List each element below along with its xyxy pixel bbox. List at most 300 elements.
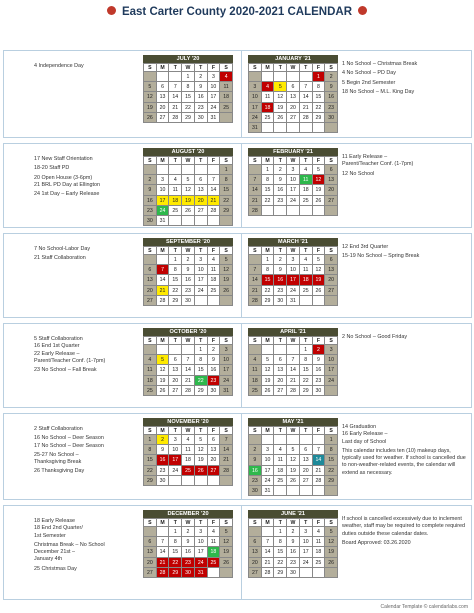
day-cell: 30 — [195, 113, 208, 123]
day-cell: 29 — [169, 296, 182, 306]
day-cell: 1 — [313, 72, 326, 82]
day-cell: 29 — [169, 568, 182, 578]
day-cell: 31 — [157, 216, 170, 226]
day-cell: 9 — [325, 82, 338, 92]
day-cell: 25 — [300, 196, 313, 206]
day-cell: 5 — [313, 165, 326, 175]
weekday-header: S — [144, 337, 157, 345]
month-title: MARCH '21 — [248, 238, 338, 246]
day-cell: 14 — [249, 185, 262, 195]
day-cell: 17 — [287, 185, 300, 195]
weekday-header: W — [182, 157, 195, 165]
day-cell: 8 — [325, 445, 338, 455]
day-cell — [144, 255, 157, 265]
event-note: 5 Begin 2nd Semester — [342, 79, 396, 86]
event-note: 18 Early Release 18 End 2nd Quarter/ 1st Semester — [34, 518, 83, 539]
day-cell: 28 — [300, 113, 313, 123]
day-cell: 23 — [182, 558, 195, 568]
day-cell: 21 — [300, 103, 313, 113]
day-cell: 4 — [220, 72, 233, 82]
day-cell: 29 — [300, 386, 313, 396]
day-cell: 10 — [195, 537, 208, 547]
day-cell: 15 — [262, 275, 275, 285]
weekday-header: F — [313, 427, 326, 435]
weekday-header: W — [182, 427, 195, 435]
weekday-header: T — [169, 519, 182, 527]
day-cell: 1 — [182, 72, 195, 82]
day-cell: 18 — [249, 376, 262, 386]
day-cell: 3 — [195, 255, 208, 265]
day-cell — [208, 476, 221, 486]
day-cell: 26 — [287, 476, 300, 486]
day-cell: 6 — [157, 82, 170, 92]
day-cell: 15 — [169, 275, 182, 285]
month-title: APRIL '21 — [248, 328, 338, 336]
month-calendar — [248, 148, 338, 216]
day-cell: 6 — [300, 445, 313, 455]
day-cell: 7 — [157, 537, 170, 547]
day-cell — [208, 296, 221, 306]
event-note: 18 No School – M.L. King Day — [342, 88, 415, 95]
weekday-header: T — [274, 519, 287, 527]
weekday-header: W — [182, 337, 195, 345]
day-cell: 3 — [249, 82, 262, 92]
weekday-header: S — [325, 157, 338, 165]
day-cell: 8 — [169, 537, 182, 547]
day-cell — [144, 345, 157, 355]
event-note: 7 No School-Labor Day — [34, 246, 91, 252]
day-cell: 13 — [195, 185, 208, 195]
month-title: DECEMBER '20 — [143, 510, 233, 518]
day-cell: 1 — [144, 435, 157, 445]
day-cell — [249, 435, 262, 445]
day-cell: 18 — [208, 275, 221, 285]
day-cell: 20 — [325, 275, 338, 285]
day-cell: 21 — [249, 286, 262, 296]
day-cell: 17 — [325, 365, 338, 375]
day-cell: 9 — [313, 355, 326, 365]
weekday-header: S — [249, 64, 262, 72]
day-cell: 1 — [262, 165, 275, 175]
day-cell: 20 — [195, 196, 208, 206]
day-cell: 10 — [220, 355, 233, 365]
day-cell: 19 — [313, 275, 326, 285]
right-column — [241, 324, 472, 407]
day-cell: 24 — [195, 286, 208, 296]
day-cell: 19 — [157, 376, 170, 386]
day-cell — [287, 435, 300, 445]
day-cell: 20 — [144, 558, 157, 568]
day-cell: 17 — [195, 547, 208, 557]
day-cell — [249, 72, 262, 82]
day-cell: 20 — [249, 558, 262, 568]
day-cell: 7 — [262, 537, 275, 547]
day-cell: 18 — [220, 92, 233, 102]
day-cell: 23 — [249, 476, 262, 486]
day-cell: 13 — [169, 365, 182, 375]
day-cell: 2 — [287, 527, 300, 537]
day-cell: 14 — [169, 92, 182, 102]
day-cell: 15 — [313, 92, 326, 102]
weekday-header: F — [208, 247, 221, 255]
weekday-header: S — [249, 427, 262, 435]
day-cell: 8 — [220, 175, 233, 185]
day-cell: 5 — [287, 445, 300, 455]
day-cell: 2 — [195, 72, 208, 82]
day-cell: 5 — [313, 255, 326, 265]
day-cell: 23 — [325, 103, 338, 113]
day-cell — [262, 435, 275, 445]
day-cell: 24 — [195, 558, 208, 568]
day-cell: 24 — [249, 113, 262, 123]
day-cell: 2 — [249, 445, 262, 455]
event-note: If school is cancelled excessively due to inclement weather, staff may be required to complete required duties outside these calendar dates. — [342, 516, 466, 537]
day-cell — [157, 165, 170, 175]
day-cell — [249, 165, 262, 175]
day-cell: 2 — [274, 165, 287, 175]
month-title: JUNE '21 — [248, 510, 338, 518]
day-cell: 12 — [220, 537, 233, 547]
day-cell: 26 — [220, 286, 233, 296]
event-note: 15-19 No School – Spring Break — [342, 253, 420, 260]
weekday-header: T — [195, 337, 208, 345]
day-cell: 9 — [274, 175, 287, 185]
day-cell: 22 — [313, 103, 326, 113]
day-cell: 21 — [157, 558, 170, 568]
left-column — [4, 51, 241, 137]
weekday-header: W — [287, 64, 300, 72]
day-cell: 13 — [157, 92, 170, 102]
day-cell — [208, 568, 221, 578]
day-cell: 30 — [249, 486, 262, 496]
weekday-header: M — [262, 157, 275, 165]
day-cell: 2 — [144, 175, 157, 185]
event-note: 14 Graduation 16 Early Release – Last day of School — [342, 424, 388, 445]
day-cell: 28 — [157, 296, 170, 306]
day-cell — [300, 123, 313, 133]
left-column — [4, 414, 241, 499]
day-cell — [262, 527, 275, 537]
day-cell — [274, 72, 287, 82]
event-notes — [342, 516, 470, 549]
day-cell: 10 — [169, 445, 182, 455]
day-cell: 2 — [274, 255, 287, 265]
month-calendar — [143, 55, 233, 123]
event-notes — [34, 246, 138, 265]
day-cell: 5 — [325, 527, 338, 537]
month-grid — [248, 426, 338, 496]
day-cell: 22 — [195, 376, 208, 386]
right-column — [241, 51, 472, 137]
weekday-header: T — [169, 64, 182, 72]
day-cell: 19 — [313, 185, 326, 195]
day-cell: 25 — [313, 558, 326, 568]
day-cell: 13 — [325, 265, 338, 275]
weekday-header: S — [144, 157, 157, 165]
month-calendar — [248, 238, 338, 306]
day-cell — [182, 476, 195, 486]
day-cell: 15 — [220, 185, 233, 195]
day-cell: 8 — [300, 355, 313, 365]
day-cell: 12 — [313, 265, 326, 275]
day-cell: 16 — [157, 455, 170, 465]
day-cell: 18 — [182, 455, 195, 465]
day-cell: 31 — [287, 296, 300, 306]
day-cell: 11 — [208, 537, 221, 547]
weekday-header: W — [182, 247, 195, 255]
weekday-header: F — [208, 519, 221, 527]
day-cell: 22 — [169, 286, 182, 296]
day-cell: 5 — [182, 175, 195, 185]
day-cell: 16 — [274, 275, 287, 285]
day-cell: 9 — [287, 537, 300, 547]
day-cell: 4 — [169, 175, 182, 185]
day-cell: 21 — [287, 376, 300, 386]
day-cell: 18 — [144, 376, 157, 386]
day-cell: 19 — [182, 196, 195, 206]
day-cell: 20 — [144, 286, 157, 296]
day-cell — [313, 435, 326, 445]
day-cell: 30 — [144, 216, 157, 226]
day-cell: 4 — [249, 355, 262, 365]
day-cell: 22 — [144, 466, 157, 476]
day-cell: 22 — [262, 196, 275, 206]
day-cell — [169, 216, 182, 226]
day-cell — [220, 216, 233, 226]
day-cell: 1 — [325, 435, 338, 445]
event-note: 23 No School – Fall Break — [34, 367, 97, 374]
day-cell: 5 — [220, 527, 233, 537]
day-cell: 21 — [313, 466, 326, 476]
day-cell: 20 — [208, 455, 221, 465]
day-cell — [313, 206, 326, 216]
month-grid — [143, 63, 233, 123]
month-grid — [143, 156, 233, 226]
month-title: JULY '20 — [143, 55, 233, 63]
day-cell — [274, 435, 287, 445]
day-cell: 24 — [262, 476, 275, 486]
day-cell — [274, 206, 287, 216]
month-grid — [143, 246, 233, 306]
month-calendar — [143, 418, 233, 486]
weekday-header: T — [300, 337, 313, 345]
day-cell: 11 — [262, 92, 275, 102]
day-cell: 11 — [182, 445, 195, 455]
weekday-header: S — [249, 337, 262, 345]
day-cell — [195, 216, 208, 226]
event-notes — [342, 154, 470, 180]
day-cell — [262, 123, 275, 133]
day-cell — [249, 345, 262, 355]
weekday-header: F — [313, 247, 326, 255]
event-note: Christmas Break – No School December 21st – January 4th — [34, 541, 105, 563]
day-cell: 28 — [182, 386, 195, 396]
event-notes — [342, 244, 470, 263]
day-cell: 3 — [287, 255, 300, 265]
month-grid — [143, 426, 233, 486]
event-note: 1 No School – Christmas Break — [342, 61, 418, 67]
weekday-header: M — [157, 247, 170, 255]
day-cell: 23 — [195, 103, 208, 113]
month-row — [3, 143, 472, 228]
day-cell: 24 — [208, 103, 221, 113]
day-cell: 22 — [274, 558, 287, 568]
weekday-header: S — [220, 157, 233, 165]
day-cell: 5 — [262, 355, 275, 365]
day-cell: 15 — [274, 547, 287, 557]
day-cell: 8 — [182, 82, 195, 92]
day-cell: 8 — [144, 445, 157, 455]
day-cell: 24 — [220, 376, 233, 386]
weekday-header: S — [144, 247, 157, 255]
weekday-header: T — [195, 247, 208, 255]
day-cell — [262, 345, 275, 355]
weekday-header: S — [325, 337, 338, 345]
day-cell: 22 — [300, 376, 313, 386]
day-cell: 17 — [220, 365, 233, 375]
day-cell: 13 — [274, 365, 287, 375]
day-cell: 12 — [195, 445, 208, 455]
day-cell: 10 — [208, 82, 221, 92]
month-grid — [248, 518, 338, 578]
day-cell: 21 — [220, 455, 233, 465]
day-cell: 19 — [325, 547, 338, 557]
calendar-title — [0, 6, 474, 18]
day-cell: 28 — [157, 568, 170, 578]
month-row — [3, 323, 472, 408]
month-row — [3, 50, 472, 138]
day-cell: 13 — [300, 455, 313, 465]
day-cell: 2 — [182, 255, 195, 265]
weekday-header: S — [249, 247, 262, 255]
day-cell: 12 — [274, 92, 287, 102]
day-cell — [182, 345, 195, 355]
day-cell: 7 — [220, 435, 233, 445]
day-cell: 11 — [249, 365, 262, 375]
weekday-header: T — [274, 247, 287, 255]
day-cell: 25 — [262, 113, 275, 123]
day-cell: 4 — [274, 445, 287, 455]
day-cell: 16 — [313, 365, 326, 375]
day-cell: 26 — [262, 386, 275, 396]
event-note: 11 Early Release – Parent/Teacher Conf. (1-7pm) — [342, 154, 414, 168]
weekday-header: T — [300, 427, 313, 435]
day-cell: 18 — [274, 466, 287, 476]
day-cell: 2 — [208, 345, 221, 355]
day-cell — [287, 123, 300, 133]
day-cell: 7 — [157, 265, 170, 275]
day-cell: 18 — [208, 547, 221, 557]
day-cell: 27 — [157, 113, 170, 123]
weekday-header: S — [144, 427, 157, 435]
day-cell: 27 — [300, 476, 313, 486]
month-grid — [248, 63, 338, 133]
day-cell: 16 — [144, 196, 157, 206]
day-cell: 14 — [208, 185, 221, 195]
event-note: 2 Staff Collaboration — [34, 426, 83, 432]
day-cell: 17 — [262, 466, 275, 476]
day-cell: 6 — [325, 255, 338, 265]
day-cell: 20 — [325, 185, 338, 195]
day-cell: 11 — [313, 537, 326, 547]
day-cell: 14 — [287, 365, 300, 375]
day-cell: 2 — [313, 345, 326, 355]
month-calendar — [143, 148, 233, 226]
day-cell: 3 — [300, 527, 313, 537]
day-cell: 7 — [169, 82, 182, 92]
day-cell: 29 — [144, 476, 157, 486]
day-cell: 6 — [249, 537, 262, 547]
day-cell: 9 — [144, 185, 157, 195]
event-note: 24 1st Day – Early Release — [34, 191, 100, 198]
day-cell: 28 — [262, 568, 275, 578]
day-cell: 25 — [182, 466, 195, 476]
day-cell: 15 — [262, 185, 275, 195]
day-cell — [220, 476, 233, 486]
day-cell: 13 — [144, 547, 157, 557]
left-column — [4, 506, 241, 599]
day-cell: 9 — [274, 265, 287, 275]
day-cell: 30 — [182, 568, 195, 578]
day-cell: 28 — [208, 206, 221, 216]
day-cell: 26 — [157, 386, 170, 396]
month-title: MAY '21 — [248, 418, 338, 426]
month-title: OCTOBER '20 — [143, 328, 233, 336]
day-cell — [287, 486, 300, 496]
day-cell: 19 — [220, 547, 233, 557]
day-cell: 2 — [182, 527, 195, 537]
day-cell — [182, 165, 195, 175]
day-cell: 14 — [262, 547, 275, 557]
day-cell: 27 — [208, 466, 221, 476]
weekday-header: T — [169, 247, 182, 255]
day-cell: 21 — [182, 376, 195, 386]
day-cell: 9 — [157, 445, 170, 455]
left-column — [4, 234, 241, 317]
day-cell: 19 — [262, 376, 275, 386]
weekday-header: F — [313, 337, 326, 345]
day-cell: 30 — [157, 476, 170, 486]
day-cell: 1 — [169, 527, 182, 537]
day-cell: 12 — [287, 455, 300, 465]
weekday-header: F — [208, 337, 221, 345]
day-cell: 11 — [144, 365, 157, 375]
weekday-header: W — [287, 519, 300, 527]
day-cell: 22 — [262, 286, 275, 296]
day-cell: 17 — [157, 196, 170, 206]
day-cell: 27 — [195, 206, 208, 216]
day-cell: 25 — [169, 206, 182, 216]
day-cell: 24 — [287, 286, 300, 296]
day-cell: 11 — [300, 265, 313, 275]
weekday-header: S — [220, 427, 233, 435]
day-cell: 9 — [182, 265, 195, 275]
day-cell — [313, 568, 326, 578]
day-cell: 17 — [287, 275, 300, 285]
day-cell: 19 — [287, 466, 300, 476]
day-cell: 15 — [325, 455, 338, 465]
left-column — [4, 324, 241, 407]
day-cell: 25 — [220, 103, 233, 113]
month-title: JANUARY '21 — [248, 55, 338, 63]
month-calendar — [248, 328, 338, 396]
day-cell: 16 — [195, 92, 208, 102]
day-cell — [262, 206, 275, 216]
day-cell: 4 — [208, 255, 221, 265]
day-cell: 14 — [249, 275, 262, 285]
weekday-header: W — [182, 64, 195, 72]
event-notes — [34, 518, 138, 575]
